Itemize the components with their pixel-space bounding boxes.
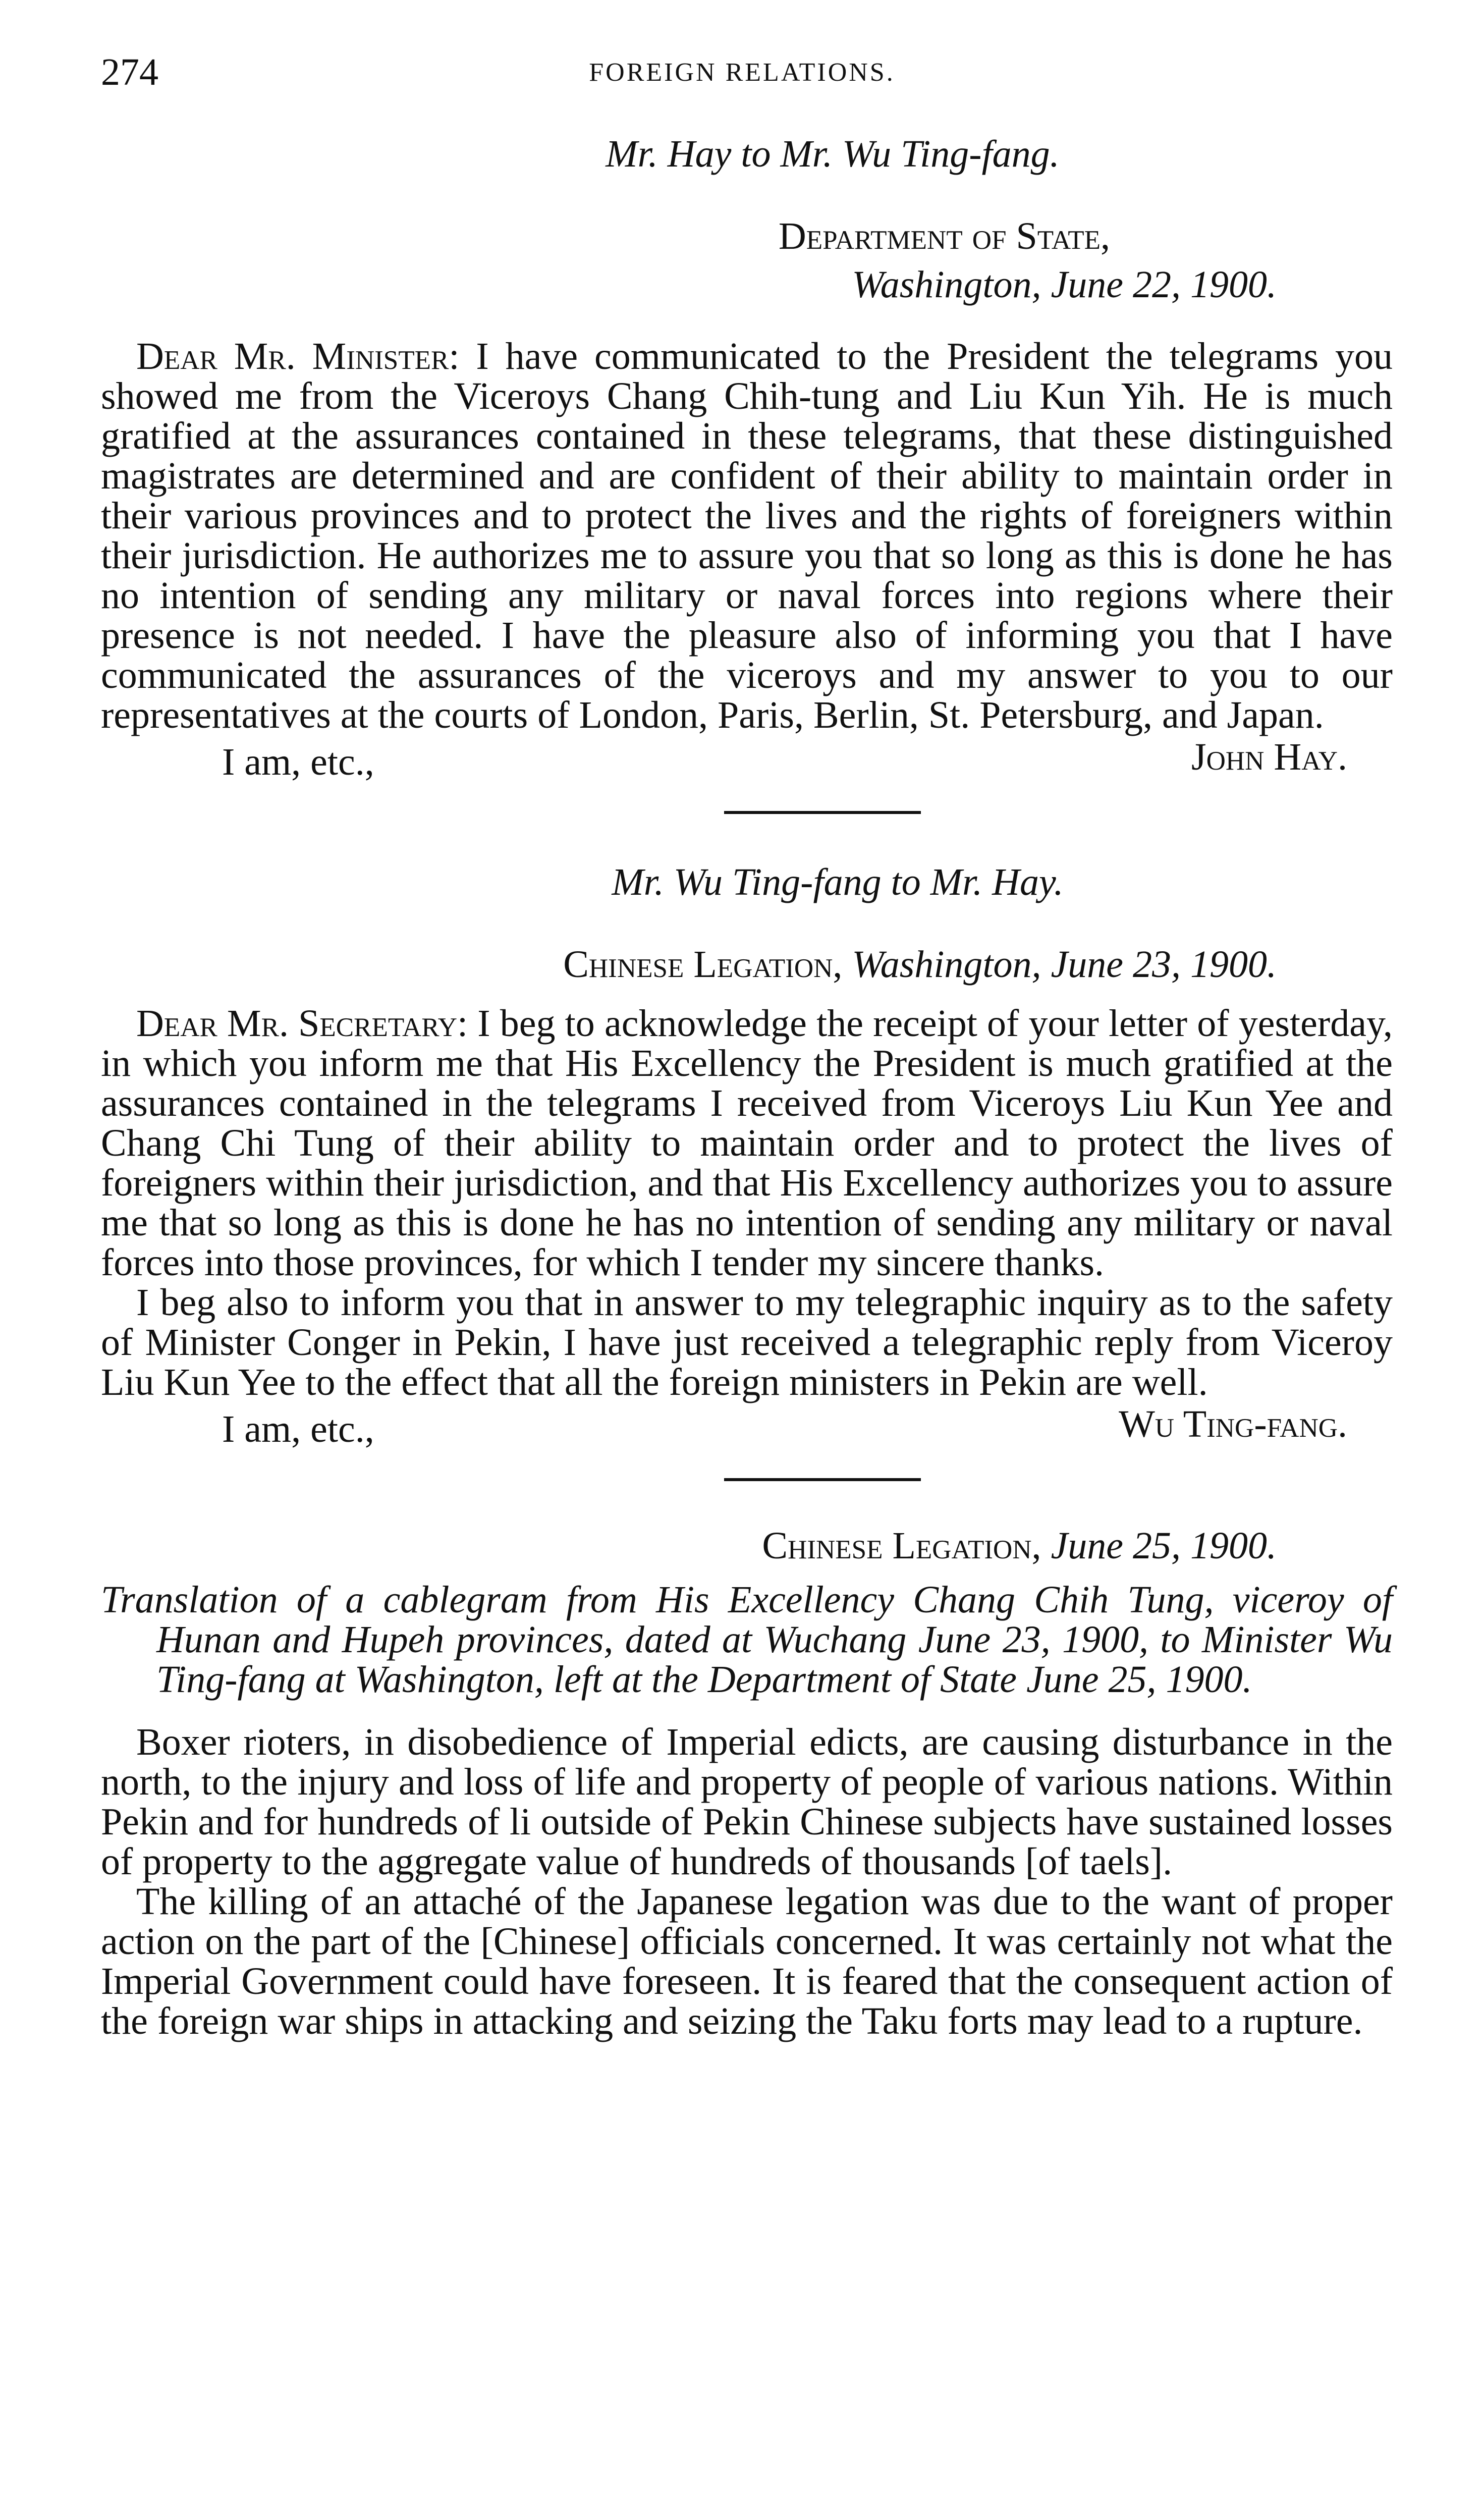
cablegram-caption: Translation of a cablegram from His Excellency Chang Chih Tung, viceroy of Hunan and Hupeh provinces, dated at Wuchang June 23, 1900, to Minister Wu Ting-fang at Washington, left at the Department of State June 25, 1900. [101, 1579, 1393, 1701]
place-and-date: Washington, June 22, 1900. [852, 263, 1277, 306]
salutation: Dear Mr. Secretary: [136, 1002, 468, 1045]
signature: John Hay. [1191, 736, 1347, 778]
letter-title: Mr. Hay to Mr. Wu Ting-fang. [606, 133, 1060, 175]
cablegram-translation [101, 1522, 1393, 2041]
letter-body [101, 1004, 1393, 1283]
section-divider [724, 811, 921, 814]
cablegram-body-paragraph: Boxer rioters, in disobedience of Imperial edicts, are causing disturbance in the north, to the injury and loss of life and property of people of various nations. Within Pekin and for hundreds of li outside of Pekin Chinese subjects have sustained losses of property to the aggregate value of hundreds of thousands [of taels]. [101, 1721, 1393, 1883]
closing [101, 735, 1393, 791]
sender-organization: Department of State, [778, 215, 1110, 257]
page-number: 274 [101, 51, 158, 93]
salutation: Dear Mr. Minister: [136, 335, 460, 377]
date: June 25, 1900. [1051, 1525, 1277, 1567]
dateline [101, 212, 1393, 309]
body-text: I have communicated to the President the telegrams you showed me from the Viceroys Chang Chih-tung and Liu Kun Yih. He is much gratified at the assurances contained in these telegrams, that these distinguished magistrates are determined and are confident of their ability to maintain order in their various provinces and to protect the lives and the rights of foreigners within their jurisdiction. He authorizes me to assure you that so long as this is done he has no intention of sending any military or naval forces into regions where their presence is not needed. I have the pleasure also of informing you that I have communicated the assurances of the viceroys and my answer to you to our representatives at the courts of London, Paris, Berlin, St. Petersburg, and Japan. [101, 335, 1393, 736]
letter-title: Mr. Wu Ting-fang to Mr. Hay. [612, 861, 1064, 903]
body-text: I beg to acknowledge the receipt of your letter of yesterday, in which you inform me that His Excellency the President is much gratified at the assurances contained in the telegrams I received from Viceroys Liu Kun Yee and Chang Chi Tung of their ability to maintain order and to protect the lives of foreigners within their jurisdiction, and that His Excellency authorizes you to assure me that so long as this is done he has no intention of sending any military or naval forces into those provinces, for which I tender my sincere thanks. [101, 1002, 1393, 1284]
complimentary-close: I am, etc., [222, 741, 374, 783]
cablegram-body-paragraph: The killing of an attaché of the Japanese legation was due to the want of proper action on the part of the [Chinese] officials concerned. It was certainly not what the Imperial Government could have foreseen. It is feared that the consequent action of the foreign war ships in attacking and seizing the Taku forts may lead to a rupture. [101, 1880, 1393, 2042]
page-header [101, 50, 1383, 101]
sender-organization: Chinese Legation, [563, 943, 843, 986]
place-and-date: Washington, June 23, 1900. [852, 943, 1277, 986]
complimentary-close: I am, etc., [222, 1408, 374, 1450]
page-content [101, 126, 1393, 2041]
dateline [101, 940, 1393, 989]
letter-wu-to-hay [101, 854, 1393, 1458]
sender-organization: Chinese Legation, [762, 1525, 1041, 1567]
dateline [101, 1522, 1393, 1570]
letter-body-paragraph: I beg also to inform you that in answer to my telegraphic inquiry as to the safety of Minister Conger in Pekin, I have just received a telegraphic reply from Viceroy Liu Kun Yee to the effect that all the foreign ministers in Pekin are well. [101, 1281, 1393, 1403]
letter-hay-to-wu [101, 126, 1393, 791]
signature: Wu Ting-fang. [1119, 1403, 1347, 1445]
running-head: FOREIGN RELATIONS. [589, 58, 895, 87]
letter-body [101, 337, 1393, 735]
section-divider [724, 1478, 921, 1481]
closing [101, 1402, 1393, 1458]
